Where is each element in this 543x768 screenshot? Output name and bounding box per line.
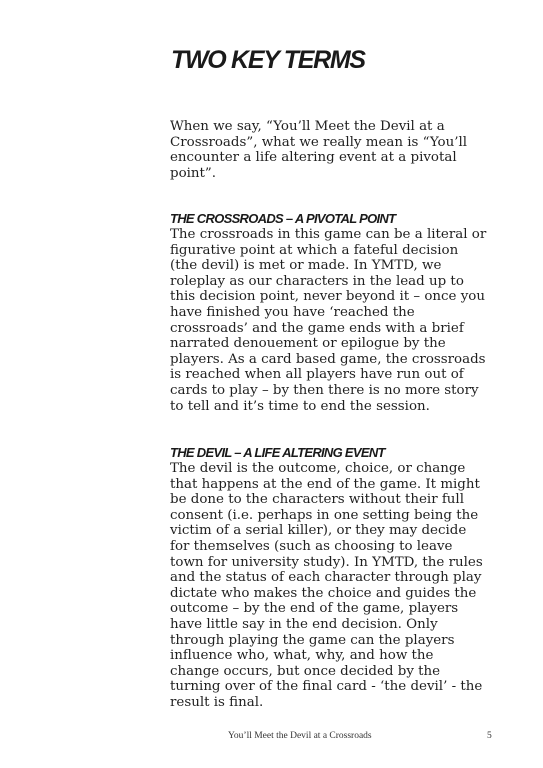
devil-paragraph <box>170 461 500 711</box>
crossroads-line: crossroads’ and the game ends with a brief <box>170 320 464 336</box>
section-heading-devil: THE DEVIL – A LIFE ALTERING EVENT <box>170 445 385 460</box>
page-number: 5 <box>487 731 492 741</box>
intro-line: Crossroads”, what we really mean is “You’ll <box>170 134 468 150</box>
intro-paragraph <box>170 119 500 181</box>
devil-line: The devil is the outcome, choice, or change <box>170 461 466 476</box>
crossroads-line: to tell and it’s time to end the session. <box>170 398 430 414</box>
devil-line: be done to the characters without their full <box>170 492 464 508</box>
devil-line: turning over of the final card - ‘the devil’ - the <box>170 679 483 695</box>
devil-line: result is final. <box>170 694 264 710</box>
footer-book-title: You’ll Meet the Devil at a Crossroads <box>228 731 372 741</box>
intro-line: When we say, “You’ll Meet the Devil at a <box>170 119 445 134</box>
crossroads-line: cards to play – by then there is no more story <box>170 382 479 398</box>
intro-line: encounter a life altering event at a pivotal <box>170 150 457 166</box>
intro-line: point”. <box>170 165 217 181</box>
crossroads-line: this decision point, never beyond it – once you <box>170 289 485 305</box>
crossroads-line: players. As a card based game, the crossroads <box>170 351 486 367</box>
devil-line: change occurs, but once decided by the <box>170 663 441 679</box>
devil-line: outcome – by the end of the game, players <box>170 601 459 617</box>
devil-line: victim of a serial killer), or they may decide <box>170 523 467 539</box>
crossroads-paragraph <box>170 227 500 414</box>
devil-line: dictate who makes the choice and guides the <box>170 585 477 601</box>
page-title: TWO KEY TERMS <box>171 46 365 74</box>
devil-line: for themselves (such as choosing to leave <box>170 538 453 554</box>
devil-line: through playing the game can the players <box>170 632 455 648</box>
crossroads-line: have finished you have ‘reached the <box>170 304 415 320</box>
devil-line: consent (i.e. perhaps in one setting being the <box>170 507 479 523</box>
crossroads-line: roleplay as our characters in the lead up to <box>170 273 464 289</box>
crossroads-line: is reached when all players have run out of <box>170 367 464 383</box>
devil-line: influence who, what, why, and how the <box>170 648 434 664</box>
devil-line: that happens at the end of the game. It might <box>170 476 480 492</box>
devil-line: town for university study). In YMTD, the rules <box>170 554 483 570</box>
devil-line: and the status of each character through play <box>170 570 482 586</box>
crossroads-line: narrated denouement or epilogue by the <box>170 336 446 352</box>
crossroads-line: The crossroads in this game can be a literal or <box>170 227 487 242</box>
section-heading-crossroads: THE CROSSROADS – A PIVOTAL POINT <box>170 211 396 226</box>
crossroads-line: figurative point at which a fateful decision <box>170 242 459 258</box>
crossroads-line: (the devil) is met or made. In YMTD, we <box>170 258 442 274</box>
devil-line: have little say in the end decision. Only <box>170 616 438 632</box>
